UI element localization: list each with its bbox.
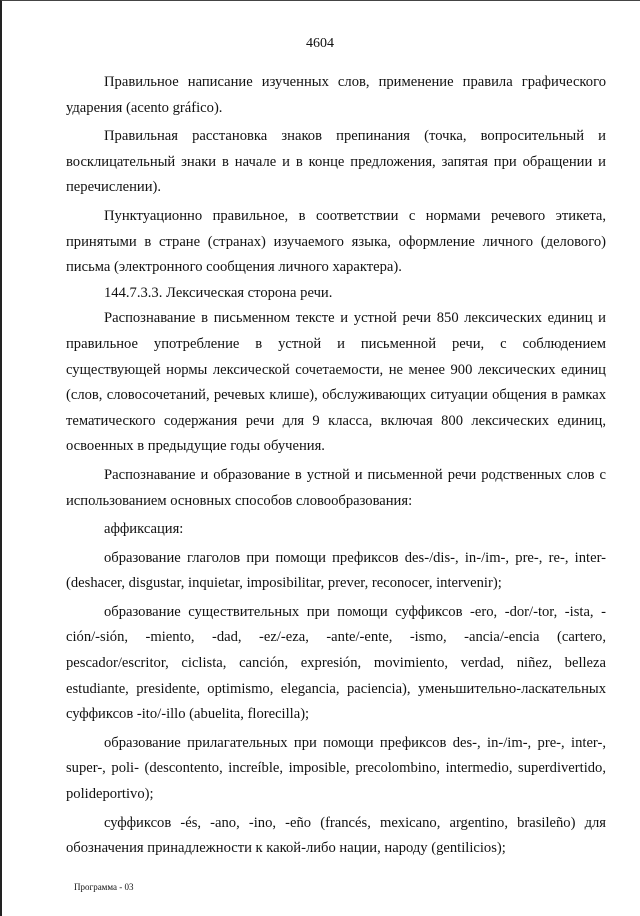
paragraph-lexical-units: Распознавание в письменном тексте и устной речи 850 лексических единиц и правильное употребление в устной и письменной речи, с соблюдением существующей нормы лексической сочетаемости, не менее 900 лексических единиц (слов, словосочетаний, речевых клише), обслуживающих ситуации общения в рамках тематического содержания речи для 9 класса, включая 800 лексических единиц, освоенных в предыдущие годы обучения. — [66, 310, 606, 455]
paragraph-nouns: образование существительных при помощи суффиксов -ero, -dor/-tor, -ista, -ción/-sión, -miento, -dad, -ez/-eza, -ante/-ente, -ismo, -ancia/-encia (cartero, pescador/escritor, ciclista, canción, expresión, movimiento, verdad, niñez, belleza estudiante, presidente, optimismo, elegancia, paciencia), уменьшительно-ласкательных суффиксов -ito/-illo (abuelita, florecilla); — [66, 603, 606, 723]
paragraph-affixation: аффиксация: — [104, 521, 184, 538]
paragraph-verbs: образование глаголов при помощи префиксов des-/dis-, in-/im-, pre-, re-, inter- (deshacer, disgustar, inquietar, imposibilitar, prever, reconocer, intervenir); — [66, 549, 606, 592]
paragraph-word-formation: Распознавание и образование в устной и письменной речи родственных слов с использованием основных способов словообразования: — [66, 466, 606, 509]
paragraph-punctuation: Правильная расстановка знаков препинания (точка, вопросительный и восклицательный знаки в начале и в конце предложения, запятая при обращении и перечислении). — [66, 128, 606, 196]
paragraph-spelling: Правильное написание изученных слов, применение правила графического ударения (acento gráfico). — [66, 74, 606, 116]
page-number: 4604 — [306, 36, 334, 51]
paragraph-suffixes: суффиксов -és, -ano, -ino, -eño (francés, mexicano, argentino, brasileño) для обозначения принадлежности к какой-либо нации, народу (gentilicios); — [66, 814, 606, 857]
paragraph-adjectives: образование прилагательных при помощи префиксов des-, in-/im-, pre-, inter-, super-, poli- (descontento, increíble, imposible, precolombino, intermedio, superdivertido, polideportivo); — [66, 734, 606, 803]
paragraph-letter-format: Пунктуационно правильное, в соответствии с нормами речевого этикета, принятыми в стране (странах) изучаемого языка, оформление личного (делового) письма (электронного сообщения личного характера). — [66, 207, 606, 276]
footer-label: Программа - 03 — [74, 882, 134, 892]
section-heading: 144.7.3.3. Лексическая сторона речи. — [104, 284, 333, 301]
document-body — [66, 70, 606, 862]
